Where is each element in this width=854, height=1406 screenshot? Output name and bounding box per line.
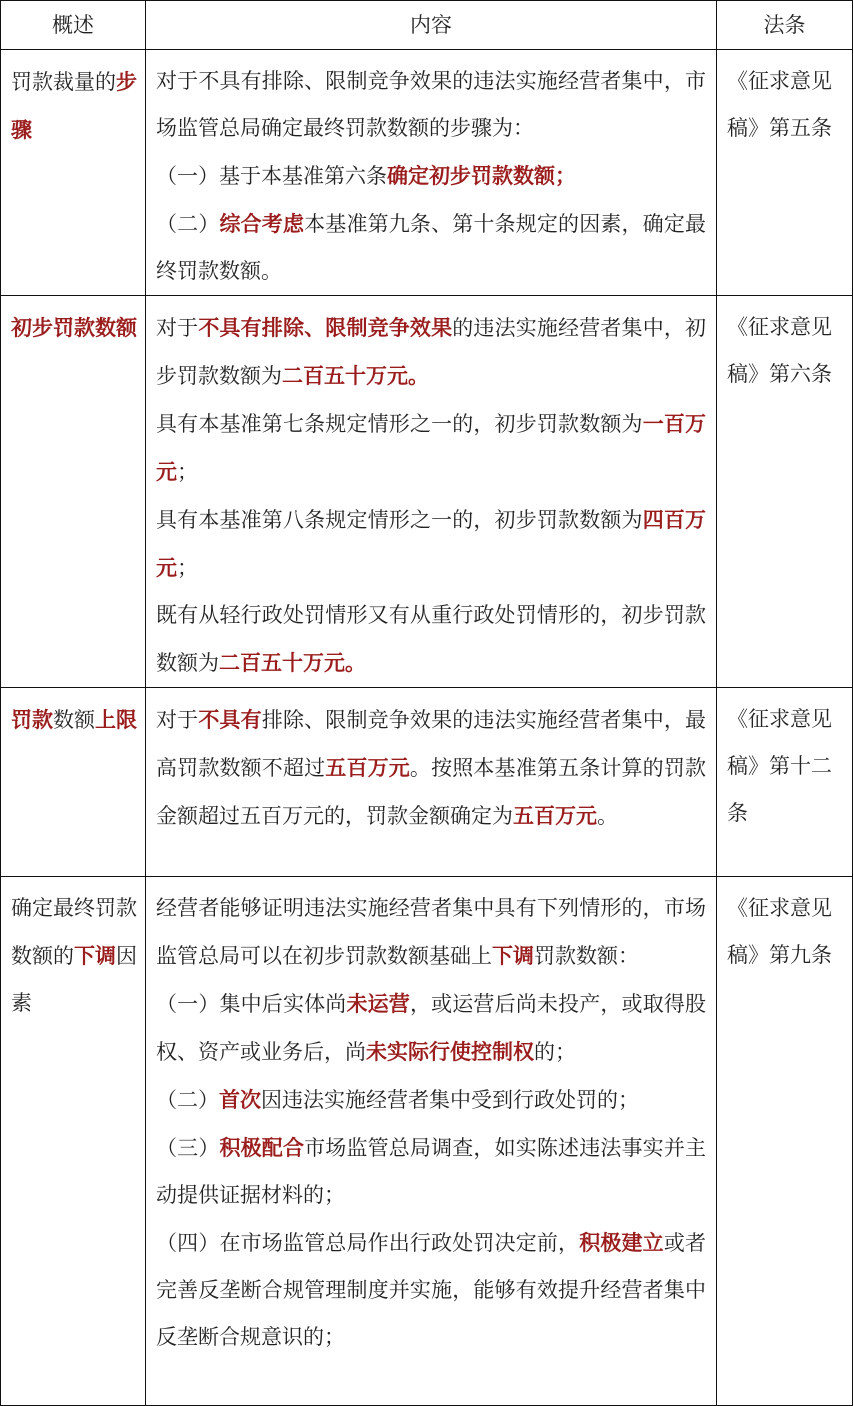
content-paragraph xyxy=(156,980,706,1076)
law-reference: 《征求意见稿》第九条 xyxy=(727,896,832,967)
law-cell xyxy=(717,296,853,688)
content-paragraph xyxy=(156,152,706,200)
content-text: 本基准第九条、第十条规定的因素，确定最终罚款数额。 xyxy=(156,212,707,283)
content-emphasis: 二百五十万元。 xyxy=(282,363,429,388)
summary-text: 因素 xyxy=(11,944,137,1015)
content-text: 排除、限制竞争效果的违法实施经营者集中，最高罚款数额不超过 xyxy=(156,708,707,780)
content-emphasis: 综合考虑 xyxy=(219,211,305,236)
content-emphasis: 五百万元 xyxy=(325,755,410,780)
law-reference: 《征求意见稿》第五条 xyxy=(727,69,832,140)
content-emphasis: 积极配合 xyxy=(219,1135,305,1160)
content-text: 具有本基准第七条规定情形之一的，初步罚款数额为 xyxy=(156,412,643,436)
content-text: （一）集中后实体尚 xyxy=(156,992,347,1016)
summary-text: 数额 xyxy=(53,708,95,732)
content-emphasis: 四百万元 xyxy=(156,507,707,580)
law-cell xyxy=(717,877,853,1406)
content-text: （四）在市场监管总局作出行政处罚决定前， xyxy=(156,1231,580,1255)
law-reference: 《征求意见稿》第六条 xyxy=(727,315,832,386)
content-text: 市场监管总局调查，如实陈述违法事实并主动提供证据材料的； xyxy=(156,1136,707,1207)
header-row xyxy=(1,1,853,50)
content-paragraph xyxy=(156,1076,706,1124)
content-emphasis: 未实际行使控制权 xyxy=(366,1039,534,1064)
content-paragraph xyxy=(156,885,706,980)
content-paragraph xyxy=(156,58,706,152)
summary-emphasis: 步骤 xyxy=(11,69,137,142)
summary-emphasis: 初步罚款数额 xyxy=(11,315,137,340)
content-text: 的违法实施经营者集中，初步罚款数额为 xyxy=(156,316,707,388)
header-content: 内容 xyxy=(146,1,717,50)
content-cell xyxy=(146,50,717,296)
content-paragraph xyxy=(156,304,706,400)
content-text: ； xyxy=(177,460,198,484)
content-text: 对于 xyxy=(156,708,199,732)
content-text: （一）基于本基准第六条 xyxy=(156,164,387,188)
content-paragraph xyxy=(156,400,706,496)
content-emphasis: 不具有 xyxy=(198,707,262,732)
content-text: ； xyxy=(177,556,198,580)
content-paragraph xyxy=(156,1124,706,1219)
summary-text: 罚款裁量的 xyxy=(11,70,116,94)
content-paragraph xyxy=(156,592,706,687)
table-row xyxy=(1,688,853,877)
content-emphasis: 未运营 xyxy=(346,991,410,1016)
content-text: 具有本基准第八条规定情形之一的，初步罚款数额为 xyxy=(156,508,643,532)
content-text: 对于 xyxy=(156,316,199,340)
content-text: ，或运营后尚未投产，或取得股权、资产或业务后，尚 xyxy=(156,992,707,1064)
content-paragraph xyxy=(156,696,706,840)
content-paragraph xyxy=(156,1219,706,1361)
content-emphasis: 二百五十万元。 xyxy=(219,650,366,675)
content-text: 的； xyxy=(534,1040,576,1064)
law-cell xyxy=(717,688,853,877)
summary-emphasis: 罚款 xyxy=(11,707,53,732)
law-reference: 《征求意见稿》第十二条 xyxy=(727,707,832,825)
content-emphasis: 确定初步罚款数额； xyxy=(387,163,576,188)
content-emphasis: 一百万元 xyxy=(156,411,707,484)
content-cell xyxy=(146,296,717,688)
content-text: 对于不具有排除、限制竞争效果的违法实施经营者集中，市场监管总局确定最终罚款数额的步骤为： xyxy=(156,69,706,140)
content-text: 罚款数额： xyxy=(534,944,639,968)
summary-cell xyxy=(1,877,146,1406)
summary-text: 确定最终罚款数额的 xyxy=(11,896,137,968)
content-text: （二） xyxy=(156,1088,219,1112)
content-text: 或者完善反垄断合规管理制度并实施，能够有效提升经营者集中反垄断合规意识的； xyxy=(156,1231,707,1349)
content-cell xyxy=(146,688,717,877)
law-cell xyxy=(717,50,853,296)
summary-emphasis: 上限 xyxy=(95,707,137,732)
content-text: （二） xyxy=(156,212,220,236)
summary-cell xyxy=(1,688,146,877)
content-text: （三） xyxy=(156,1136,220,1160)
table-row xyxy=(1,296,853,688)
table-row xyxy=(1,50,853,296)
content-text: 。按照本基准第五条计算的罚款金额超过五百万元的，罚款金额确定为 xyxy=(156,756,707,828)
content-cell xyxy=(146,877,717,1406)
summary-cell xyxy=(1,296,146,688)
content-paragraph xyxy=(156,200,706,295)
content-text: 既有从轻行政处罚情形又有从重行政处罚情形的，初步罚款数额为 xyxy=(156,603,706,675)
header-summary: 概述 xyxy=(1,1,146,50)
content-emphasis: 积极建立 xyxy=(579,1230,664,1255)
header-law: 法条 xyxy=(717,1,853,50)
content-emphasis: 下调 xyxy=(492,943,534,968)
table-body xyxy=(1,50,853,1406)
content-text: 。 xyxy=(597,804,618,828)
content-emphasis: 五百万元 xyxy=(513,803,597,828)
content-emphasis: 首次 xyxy=(219,1087,261,1112)
content-text: 因违法实施经营者集中受到行政处罚的； xyxy=(261,1088,639,1112)
content-paragraph xyxy=(156,496,706,592)
content-emphasis: 不具有排除、限制竞争效果 xyxy=(198,315,453,340)
table-row xyxy=(1,877,853,1406)
content-text: 经营者能够证明违法实施经营者集中具有下列情形的，市场监管总局可以在初步罚款数额基础上 xyxy=(156,896,706,968)
summary-cell xyxy=(1,50,146,296)
summary-emphasis: 下调 xyxy=(74,943,116,968)
